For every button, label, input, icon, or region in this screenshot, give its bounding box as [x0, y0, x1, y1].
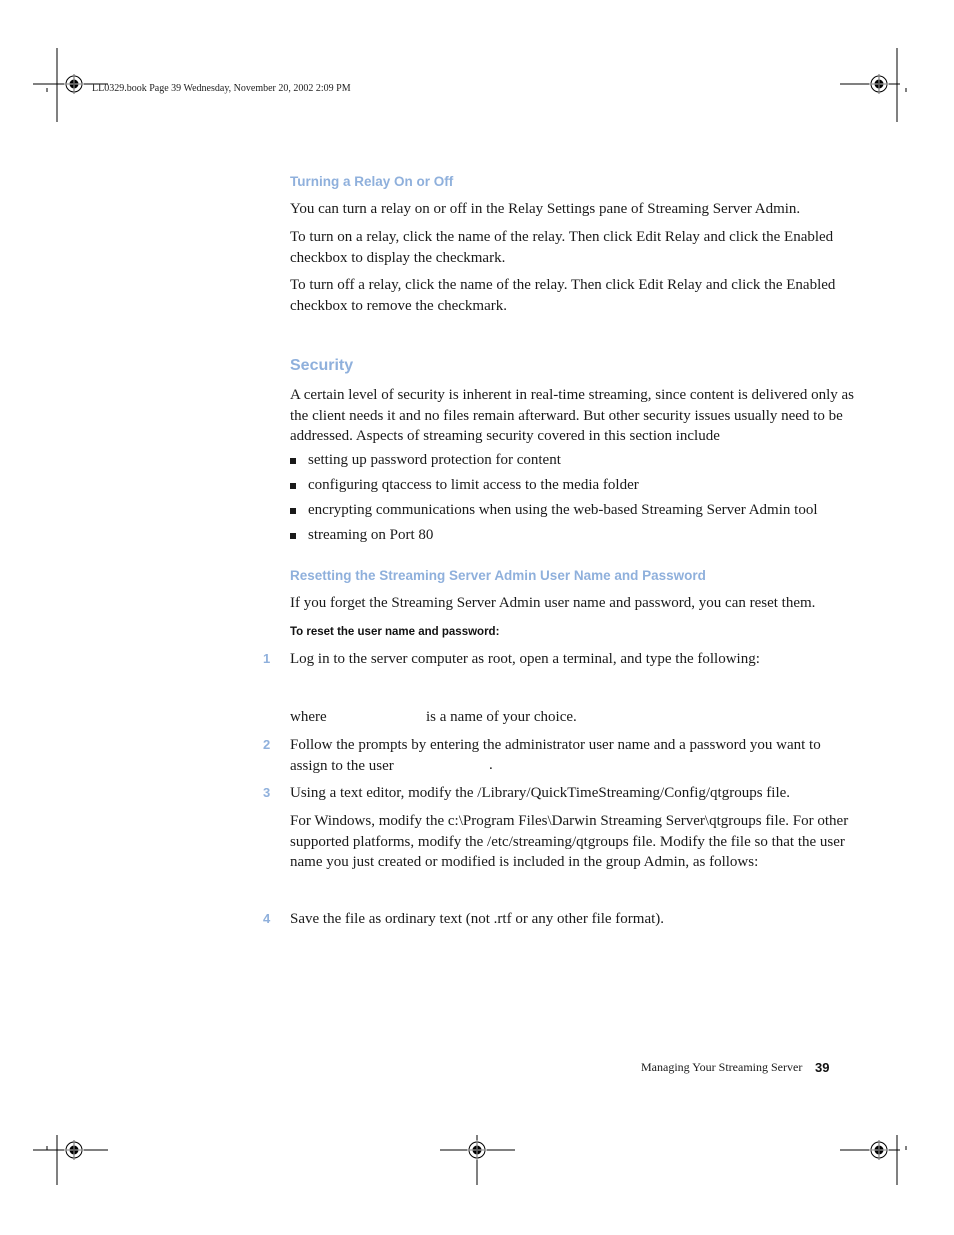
text-line: checkbox to remove the checkmark. — [290, 297, 507, 314]
step-3-text: Using a text editor, modify the /Library/QuickTimeStreaming/Config/qtgroups file. — [290, 785, 791, 801]
list-item: streaming on Port 80 — [308, 527, 434, 543]
step-number: 4 — [263, 911, 271, 926]
text-line: For Windows, modify the c:\Program Files\Darwin Streaming Server\qtgroups file. For other — [290, 813, 849, 829]
relay-paragraph-2 — [290, 227, 850, 268]
text-line: To turn on a relay, click the name of the relay. Then click Edit Relay and click the Enabled — [290, 229, 834, 245]
bullet-square-icon — [290, 508, 296, 514]
text-line: the client needs it and no files remain afterward. But other security issues usually need to be — [290, 407, 843, 424]
relay-heading: Turning a Relay On or Off — [290, 174, 454, 189]
page-number: 39 — [815, 1060, 830, 1075]
step-4-text: Save the file as ordinary text (not .rtf or any other file format). — [290, 911, 665, 927]
text-line: checkbox to display the checkmark. — [290, 249, 506, 266]
bullet-square-icon — [290, 483, 296, 489]
text-line: supported platforms, modify the /etc/streaming/qtgroups file. Modify the file so that the user — [290, 833, 845, 850]
bullet-square-icon — [290, 533, 296, 539]
text-line: name you just created or modified is included in the group Admin, as follows: — [290, 854, 759, 870]
reset-heading: Resetting the Streaming Server Admin User Name and Password — [290, 568, 706, 583]
list-item: encrypting communications when using the web-based Streaming Server Admin tool — [308, 502, 818, 518]
registration-mark-icon — [869, 1140, 889, 1160]
reset-intro: If you forget the Streaming Server Admin user name and password, you can reset them. — [290, 595, 816, 611]
text-line: assign to the user — [290, 757, 394, 774]
step-2-period: . — [489, 757, 493, 773]
step-1-text: Log in to the server computer as root, open a terminal, and type the following: — [290, 651, 760, 667]
procedure-heading: To reset the user name and password: — [290, 626, 500, 638]
print-slug: LL0329.book Page 39 Wednesday, November 20, 2002 2:09 PM — [92, 83, 351, 94]
text-line: Follow the prompts by entering the administrator user name and a password you want to — [290, 737, 821, 753]
text-line: You can turn a relay on or off in the Relay Settings pane of Streaming Server Admin. — [290, 201, 801, 217]
running-footer-title: Managing Your Streaming Server — [641, 1060, 803, 1074]
security-heading: Security — [290, 357, 354, 374]
list-item: configuring qtaccess to limit access to the media folder — [308, 477, 639, 493]
step-number: 2 — [263, 737, 271, 752]
list-item: setting up password protection for content — [308, 452, 561, 468]
step-number: 3 — [263, 785, 271, 800]
text-line: A certain level of security is inherent in real-time streaming, since content is delivered only as — [290, 387, 854, 403]
text-line: addressed. Aspects of streaming security covered in this section include — [290, 428, 720, 444]
relay-paragraph-3 — [290, 275, 850, 316]
step-3-subtext — [290, 811, 850, 873]
registration-mark-icon — [467, 1140, 487, 1160]
step-2-text — [290, 735, 850, 776]
step-number: 1 — [263, 651, 271, 666]
step-1-where: where — [290, 709, 327, 725]
registration-mark-icon — [869, 74, 889, 94]
registration-mark-icon — [64, 1140, 84, 1160]
text-line: To turn off a relay, click the name of the relay. Then click Edit Relay and click the Enabled — [290, 277, 836, 293]
bullet-square-icon — [290, 458, 296, 464]
registration-mark-icon — [64, 74, 84, 94]
security-intro — [290, 385, 854, 447]
step-1-where-tail: is a name of your choice. — [426, 709, 577, 725]
relay-paragraph-1 — [290, 199, 850, 220]
